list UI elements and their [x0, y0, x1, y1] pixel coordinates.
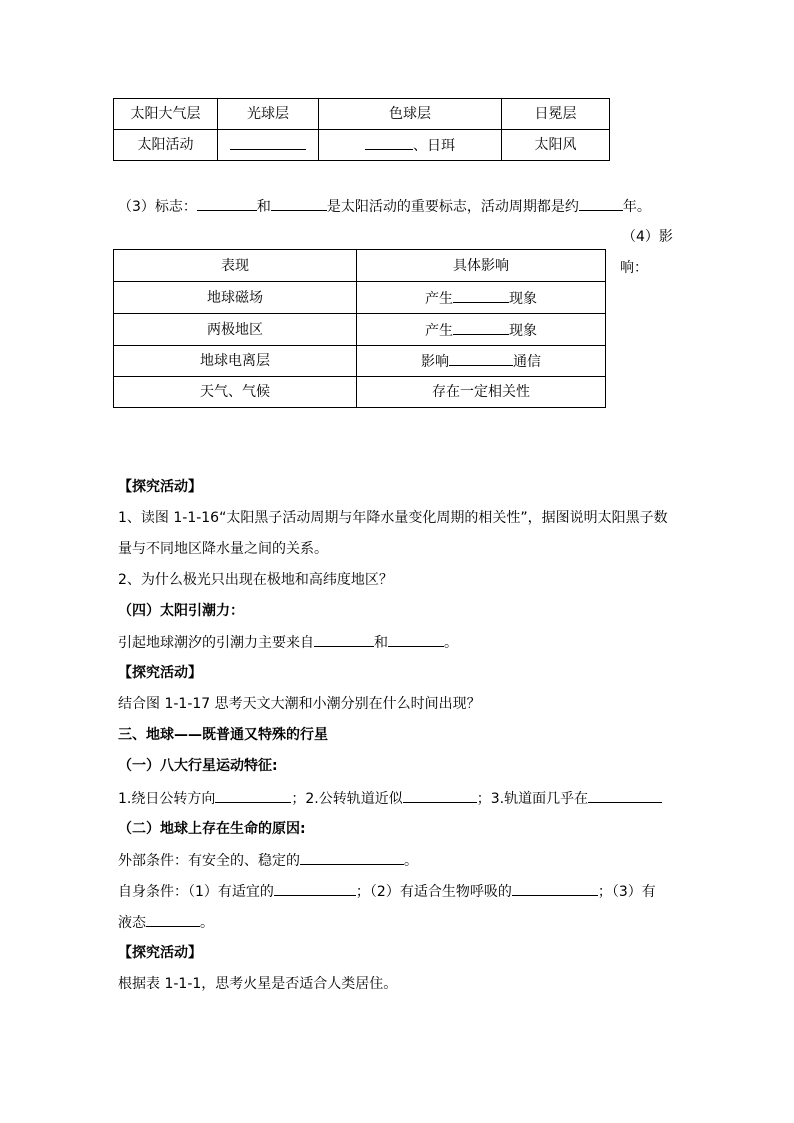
- tidal-line: [118, 632, 458, 653]
- tidal-heading: （四）太阳引潮力：: [118, 603, 244, 619]
- table-row: [114, 377, 606, 408]
- line-text: （3）标志：: [118, 199, 197, 215]
- impact-label-line1: （4）影: [622, 229, 673, 245]
- table-header-row: [114, 250, 606, 282]
- table-header-cell: 表现: [114, 250, 357, 282]
- line-text: ；2.公转轨道近似: [291, 791, 403, 807]
- fill-blank[interactable]: [403, 788, 477, 803]
- fill-blank[interactable]: [215, 788, 291, 803]
- impact-table: [113, 249, 606, 408]
- liquid-line: [118, 912, 214, 933]
- fill-blank[interactable]: [314, 632, 374, 647]
- explore-heading: 【探究活动】: [118, 665, 202, 681]
- table-header-cell: 具体影响: [357, 250, 606, 282]
- solar-atmosphere-table: [113, 98, 610, 161]
- line-text: 是太阳活动的重要标志，活动周期都是约: [326, 199, 579, 215]
- line-text: 。: [200, 915, 214, 931]
- subsection-heading: （二）地球上存在生命的原因:: [118, 821, 306, 837]
- subsection-heading: （一）八大行星运动特征:: [118, 758, 278, 774]
- self-conditions-line: [118, 881, 656, 902]
- table-row: [114, 346, 606, 377]
- table-cell: [357, 314, 606, 346]
- fill-blank[interactable]: [453, 288, 509, 303]
- table-cell: [319, 130, 502, 161]
- table-cell: 两极地区: [114, 314, 357, 346]
- line-text: ；（3）有: [597, 884, 656, 900]
- table-cell-text: 、日珥: [413, 138, 455, 154]
- fill-blank[interactable]: [588, 788, 662, 803]
- fill-blank[interactable]: [230, 135, 306, 150]
- line-text: 外部条件：有安全的、稳定的: [118, 853, 300, 869]
- explore-question: 结合图 1-1-17 思考天文大潮和小潮分别在什么时间出现？: [118, 696, 481, 712]
- line-text: 和: [374, 635, 388, 651]
- explore-heading: 【探究活动】: [118, 945, 202, 961]
- line-text: 和: [256, 199, 271, 215]
- line-text: 引起地球潮汐的引潮力主要来自: [118, 635, 314, 651]
- line-text: 自身条件：（1）有适宜的: [118, 884, 274, 900]
- table-cell: [357, 282, 606, 314]
- cell-text: 影响: [421, 354, 449, 370]
- table-row: [114, 314, 606, 346]
- question-2: 2、为什么极光只出现在极地和高纬度地区？: [118, 572, 393, 588]
- fill-blank[interactable]: [453, 320, 509, 335]
- question-1-line1: 1、读图 1-1-16“太阳黑子活动周期与年降水量变化周期的相关性”，据图说明太阳黑子数: [118, 510, 668, 526]
- table-cell: [357, 377, 606, 408]
- fill-blank[interactable]: [512, 881, 598, 896]
- table-row: [114, 282, 606, 314]
- line-text: ；3.轨道面几乎在: [476, 791, 589, 807]
- planet-motion-line: [118, 788, 662, 809]
- table-cell: 太阳风: [502, 130, 610, 161]
- fill-blank[interactable]: [579, 196, 623, 211]
- table-cell: 地球电离层: [114, 346, 357, 377]
- external-conditions-line: [118, 850, 418, 871]
- table-cell: 天气、气候: [114, 377, 357, 408]
- table-cell: 地球磁场: [114, 282, 357, 314]
- table-cell: [357, 346, 606, 377]
- table-row: [114, 99, 610, 130]
- fill-blank[interactable]: [300, 850, 404, 865]
- fill-blank[interactable]: [388, 632, 444, 647]
- activity-markers-line: [118, 196, 651, 217]
- cell-text: 产生: [425, 322, 453, 339]
- cell-text: 产生: [425, 290, 453, 307]
- section-heading: 三、地球——既普通又特殊的行星: [118, 727, 328, 743]
- table-cell: 日冕层: [502, 99, 610, 130]
- cell-text: 存在一定相关性: [432, 384, 530, 400]
- fill-blank[interactable]: [274, 881, 356, 896]
- cell-text: 现象: [509, 290, 537, 307]
- impact-label-line2: 响：: [620, 260, 648, 276]
- fill-blank[interactable]: [365, 135, 413, 150]
- line-text: 液态: [118, 915, 146, 931]
- table-cell: 光球层: [218, 99, 319, 130]
- fill-blank[interactable]: [449, 351, 513, 366]
- table-row: [114, 130, 610, 161]
- fill-blank[interactable]: [271, 196, 327, 211]
- cell-text: 通信: [513, 354, 541, 370]
- cell-text: 现象: [509, 322, 537, 339]
- explore-heading: 【探究活动】: [118, 479, 202, 495]
- line-text: ；（2）有适合生物呼吸的: [355, 884, 512, 900]
- question-1-line2: 量与不同地区降水量之间的关系。: [118, 541, 328, 557]
- table-cell: 太阳大气层: [114, 99, 218, 130]
- line-text: 1.绕日公转方向: [118, 791, 216, 807]
- fill-blank[interactable]: [146, 912, 200, 927]
- line-text: 。: [404, 853, 418, 869]
- fill-blank[interactable]: [197, 196, 257, 211]
- table-cell: [218, 130, 319, 161]
- table-cell: 色球层: [319, 99, 502, 130]
- line-text: 年。: [622, 199, 651, 215]
- explore-question: 根据表 1-1-1，思考火星是否适合人类居住。: [118, 976, 398, 992]
- table-cell: 太阳活动: [114, 130, 218, 161]
- line-text: 。: [444, 635, 458, 651]
